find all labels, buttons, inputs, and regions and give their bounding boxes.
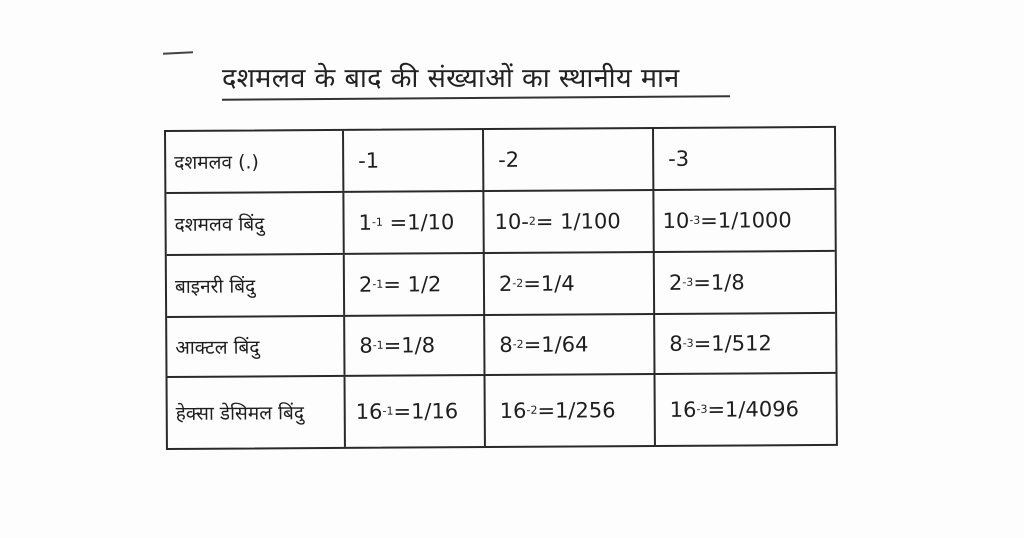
cell-base: 16 xyxy=(355,399,383,424)
cell-base: 8 xyxy=(669,331,683,356)
cell-result: =1/4 xyxy=(523,271,575,296)
cell-result: =1/10 xyxy=(389,210,455,235)
value-cell xyxy=(482,191,652,252)
value-cell xyxy=(343,316,483,375)
header-col: -2 xyxy=(482,129,652,190)
header-col: -3 xyxy=(652,128,834,189)
cell-base: 8 xyxy=(359,333,373,358)
cell-result: =1/4096 xyxy=(707,397,799,422)
cell-result: =1/64 xyxy=(523,332,589,357)
row-label: दशमलव बिंदु xyxy=(174,213,265,236)
pen-mark xyxy=(163,51,193,55)
cell-base: 2 xyxy=(668,270,683,295)
cell-result: = 1/100 xyxy=(535,209,621,234)
title-underline xyxy=(222,95,730,101)
value-cell xyxy=(652,190,834,251)
place-value-table xyxy=(164,126,838,450)
cell-base: 16 xyxy=(669,397,697,422)
table-row xyxy=(167,252,835,318)
value-cell xyxy=(343,254,483,315)
row-label: हेक्सा डेसिमल बिंदु xyxy=(175,402,305,425)
row-label: आक्टल बिंदु xyxy=(175,336,260,359)
cell-result: =1/8 xyxy=(383,333,436,358)
cell-result: = 1/2 xyxy=(383,272,442,297)
row-label: बाइनरी बिंदु xyxy=(174,275,256,298)
value-cell xyxy=(653,252,835,313)
value-cell xyxy=(342,192,482,253)
cell-base: 10- xyxy=(494,209,529,234)
value-cell xyxy=(654,374,836,445)
page-title: दशमलव के बाद की संख्याओं का स्थानीय मान xyxy=(222,63,680,94)
cell-result: =1/512 xyxy=(693,331,772,356)
cell-base: 16 xyxy=(499,398,527,423)
value-cell xyxy=(344,376,484,447)
value-cell xyxy=(483,253,653,314)
cell-base: 2 xyxy=(498,271,513,296)
table-header-row xyxy=(166,128,834,194)
value-cell xyxy=(653,314,835,373)
header-col: -1 xyxy=(342,130,482,191)
table-row xyxy=(167,314,835,378)
value-cell xyxy=(484,375,654,446)
cell-result: =1/8 xyxy=(693,270,745,295)
cell-result: =1/1000 xyxy=(700,208,792,233)
value-cell xyxy=(483,315,653,374)
cell-base: 1 xyxy=(358,210,373,235)
cell-result: =1/256 xyxy=(537,398,616,423)
table-row xyxy=(168,374,836,448)
cell-base: 8 xyxy=(499,332,513,357)
cell-result: =1/16 xyxy=(393,399,459,424)
cell-base: 10 xyxy=(662,208,690,233)
header-label: दशमलव (.) xyxy=(174,151,260,174)
table-row xyxy=(166,190,834,256)
cell-base: 2 xyxy=(358,272,373,297)
